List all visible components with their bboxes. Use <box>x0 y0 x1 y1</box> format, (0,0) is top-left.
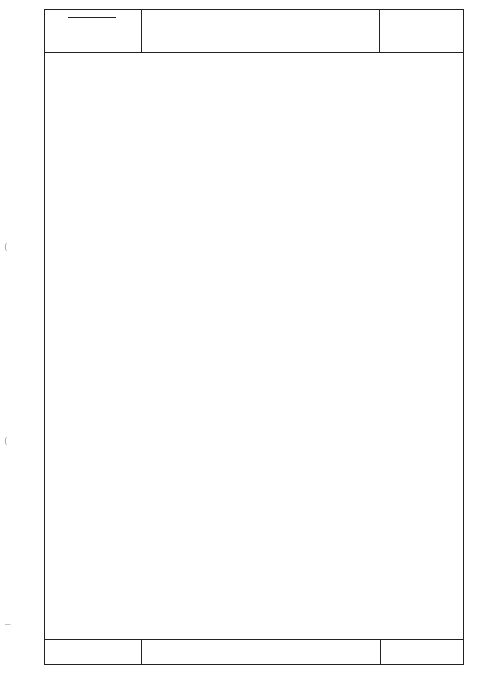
logo-cell <box>45 10 142 52</box>
title-cell <box>141 10 380 52</box>
punch-mark: ( <box>3 437 9 447</box>
punch-mark: — <box>5 620 11 630</box>
doc-number-cell <box>379 10 465 52</box>
company-logo <box>68 17 116 43</box>
punch-mark: ( <box>3 243 9 253</box>
logo-name <box>68 17 116 18</box>
header <box>45 10 463 53</box>
footer-company <box>141 640 381 664</box>
document-frame <box>44 9 464 665</box>
footer <box>45 639 463 664</box>
